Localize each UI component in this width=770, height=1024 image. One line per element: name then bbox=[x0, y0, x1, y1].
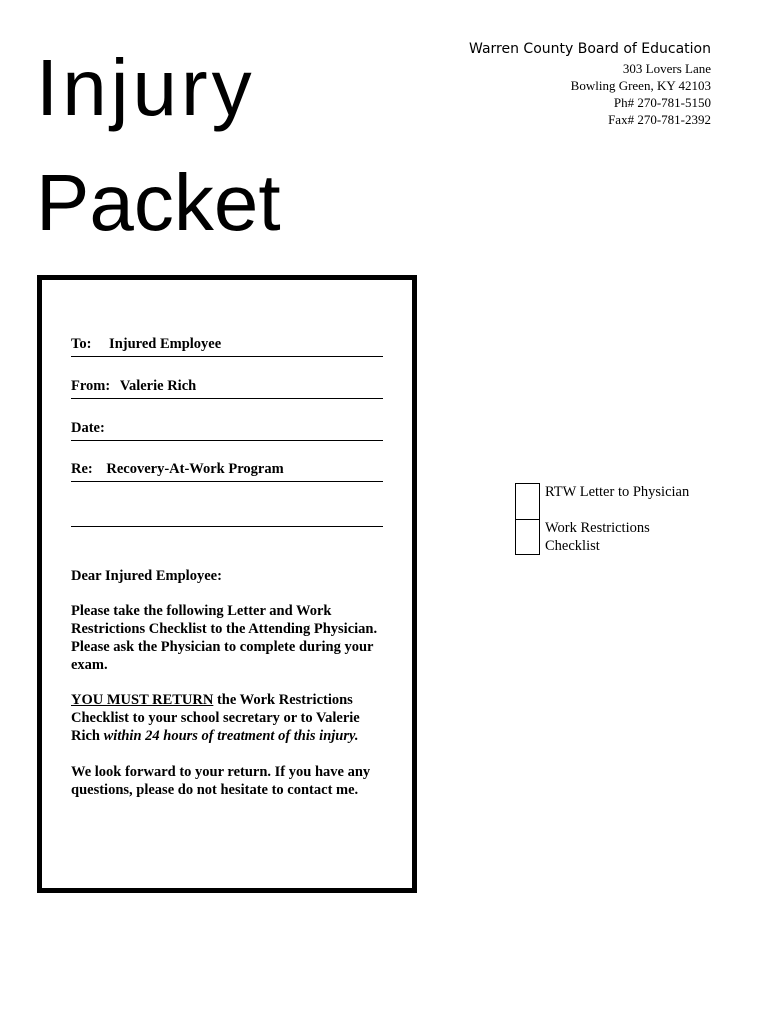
memo-to-label: To: bbox=[71, 336, 92, 352]
memo-re-label: Re: bbox=[71, 461, 93, 477]
memo-paragraph-2-deadline: within 24 hours of treatment of this injury. bbox=[103, 728, 359, 744]
title-injury: Injury bbox=[36, 43, 256, 132]
memo-re-field bbox=[71, 460, 383, 482]
memo-re-value: Recovery-At-Work Program bbox=[106, 461, 284, 477]
checklist-label-rtw-letter: RTW Letter to Physician bbox=[545, 484, 690, 500]
memo-paragraph-2-emphasis: YOU MUST RETURN bbox=[71, 692, 214, 708]
memo-paragraph-2-text: the Work Restrictions Checklist to your school secretary or to Valerie Rich bbox=[71, 692, 360, 744]
checklist-checkbox-rtw-letter[interactable] bbox=[515, 483, 540, 520]
organization-name: Warren County Board of Education bbox=[469, 41, 711, 57]
memo-blank-line bbox=[71, 526, 383, 527]
organization-city: Bowling Green, KY 42103 bbox=[570, 78, 711, 93]
memo-paragraph-2 bbox=[71, 691, 391, 745]
title-packet: Packet bbox=[36, 158, 281, 247]
organization-phone: Ph# 270-781-5150 bbox=[613, 95, 711, 110]
memo-from-field bbox=[71, 377, 383, 399]
memo-from-value: Valerie Rich bbox=[119, 378, 197, 394]
memo-from-label: From: bbox=[71, 378, 111, 394]
memo-paragraph-1: Please take the following Letter and Work Restrictions Checklist to the Attending Physician. Please ask the Physician to complete during your exam. bbox=[71, 603, 378, 673]
memo-date-field bbox=[71, 419, 383, 441]
memo-to-value: Injured Employee bbox=[109, 336, 222, 352]
checklist-checkbox-work-restrictions[interactable] bbox=[515, 519, 540, 555]
memo-to-field bbox=[71, 335, 383, 357]
memo-paragraph-3: We look forward to your return. If you have any questions, please do not hesitate to contact me. bbox=[71, 764, 371, 798]
memo-box bbox=[37, 275, 417, 893]
organization-fax: Fax# 270-781-2392 bbox=[608, 112, 711, 127]
memo-date-label: Date: bbox=[71, 420, 105, 436]
organization-address bbox=[469, 41, 711, 128]
organization-street: 303 Lovers Lane bbox=[622, 61, 711, 76]
checklist-label-work-restrictions: Work Restrictions Checklist bbox=[545, 520, 650, 554]
memo-salutation: Dear Injured Employee: bbox=[71, 568, 222, 584]
